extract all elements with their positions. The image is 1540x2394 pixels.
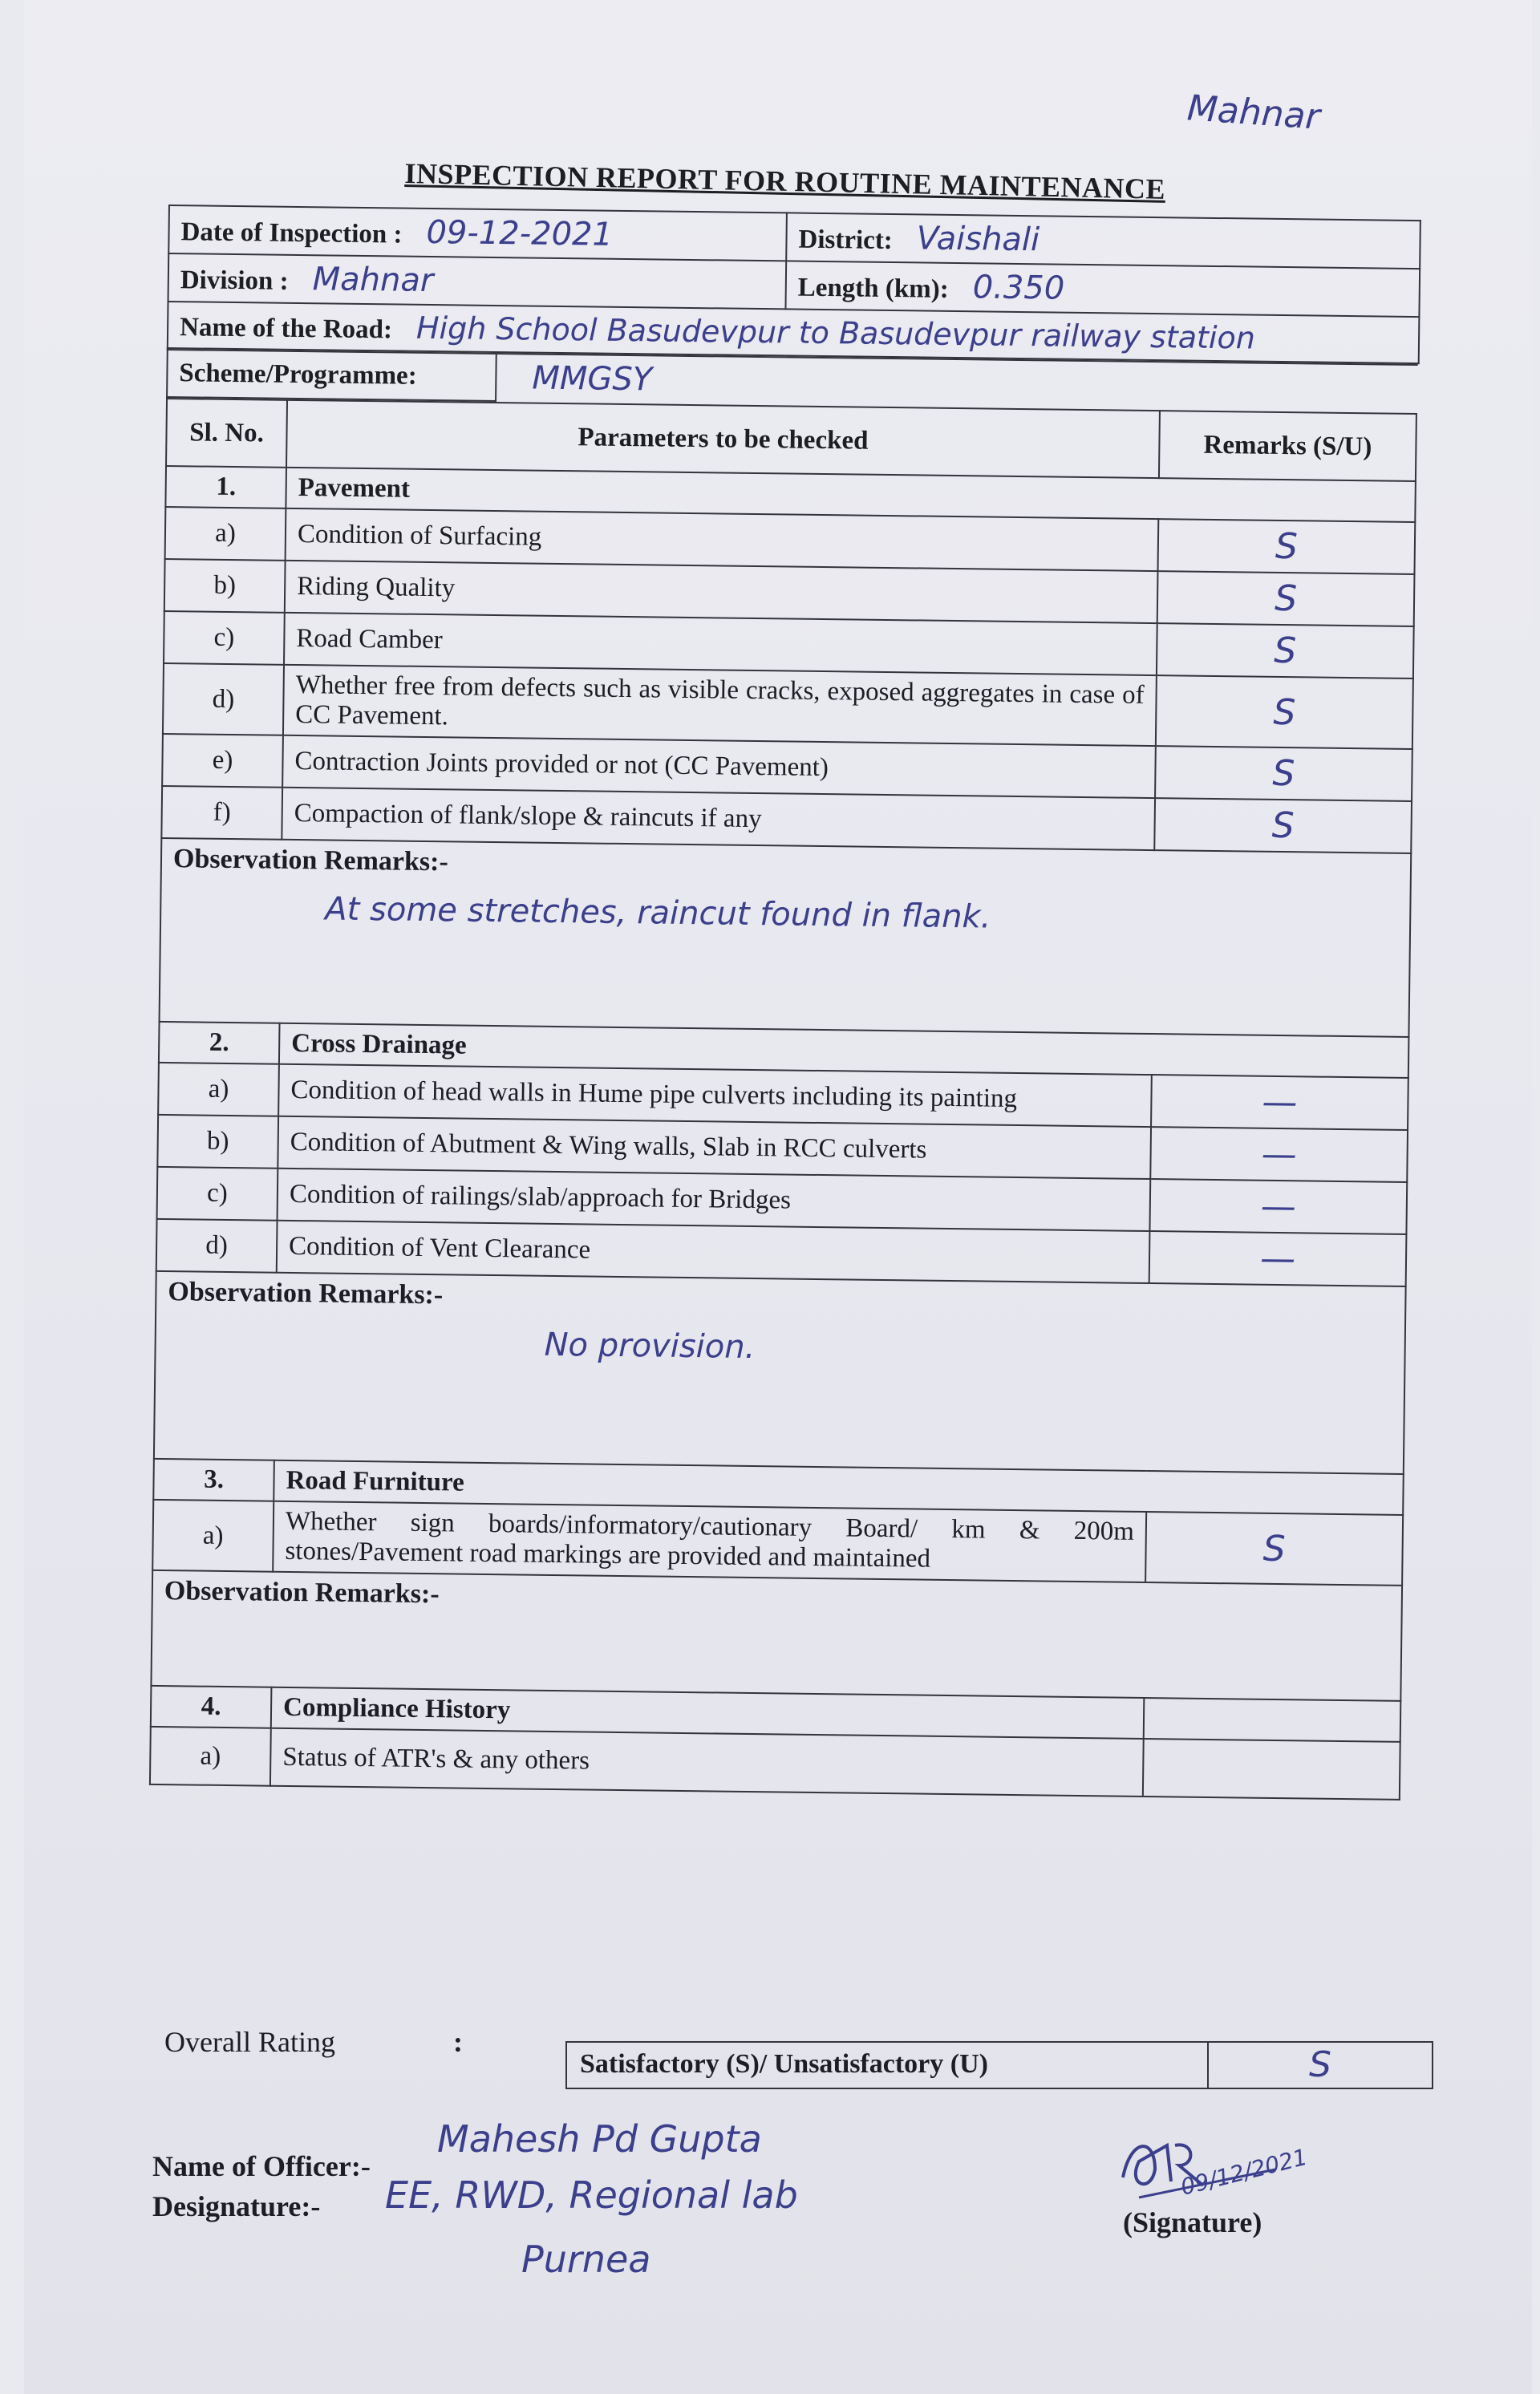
division-label: Division : <box>180 265 289 296</box>
row-parameter: Whether sign boards/informatory/cautionary Board/ km & 200m stones/Pavement road markings are provided and maintained <box>273 1501 1146 1582</box>
overall-rating <box>164 2025 1432 2089</box>
district-value: Vaishali <box>916 220 1040 259</box>
row-sl: a) <box>150 1727 271 1786</box>
section-title: Cross Drainage <box>279 1023 1409 1078</box>
row-parameter: Whether free from defects such as visible cracks, exposed aggregates in case of CC Pavement. <box>283 665 1157 746</box>
inspection-form <box>149 205 1420 1801</box>
date-label: Date of Inspection : <box>180 217 403 249</box>
observation-label: Observation Remarks:- <box>168 1277 444 1310</box>
section-number: 1. <box>165 466 286 508</box>
row-parameter: Condition of Abutment & Wing walls, Slab in RCC culverts <box>278 1116 1151 1179</box>
observation-row <box>151 1570 1402 1701</box>
road-value: High School Basudevpur to Basudevpur railway station <box>415 310 1256 356</box>
observation-label: Observation Remarks:- <box>172 844 449 877</box>
observation-text: At some stretches, raincut found in flank. <box>325 890 991 936</box>
observation-row <box>160 838 1412 1037</box>
overall-rating-box-label: Satisfactory (S)/ Unsatisfactory (U) <box>567 2043 1209 2088</box>
section-title: Compliance History <box>271 1687 1145 1739</box>
row-remark: S <box>1154 798 1412 853</box>
row-sl: b) <box>157 1115 278 1169</box>
row-remark: — <box>1151 1075 1408 1130</box>
row-remark: S <box>1157 571 1415 626</box>
row-sl: b) <box>164 559 286 613</box>
col-params: Parameters to be checked <box>286 400 1160 478</box>
officer-designation-value: EE, RWD, Regional lab <box>385 2173 798 2217</box>
signature-label: (Signature) <box>1123 2206 1262 2238</box>
row-parameter: Compaction of flank/slope & raincuts if any <box>282 788 1155 850</box>
row-parameter: Condition of Vent Clearance <box>277 1221 1150 1283</box>
observation-cell <box>154 1271 1406 1474</box>
row-remark: — <box>1149 1179 1407 1234</box>
row-sl: d) <box>163 663 284 735</box>
length-label: Length (km): <box>797 273 949 304</box>
row-parameter: Road Camber <box>284 613 1157 675</box>
length-value: 0.350 <box>972 269 1065 307</box>
row-sl: c) <box>164 611 285 665</box>
section-number: 3. <box>153 1459 274 1501</box>
section-title: Pavement <box>286 468 1416 522</box>
row-sl: a) <box>158 1063 279 1116</box>
section-number: 2. <box>159 1022 280 1064</box>
row-remark: S <box>1145 1512 1403 1586</box>
row-parameter: Condition of Surfacing <box>286 508 1159 571</box>
report-title: INSPECTION REPORT FOR ROUTINE MAINTENANCE <box>404 156 1166 205</box>
overall-rating-value: S <box>1309 2044 1331 2085</box>
district-cell <box>786 213 1420 269</box>
observation-cell <box>151 1570 1402 1701</box>
corner-note: Mahnar <box>1185 87 1322 138</box>
overall-rating-box <box>565 2041 1433 2089</box>
row-remark: S <box>1155 746 1412 801</box>
overall-rating-colon: : <box>453 2026 463 2058</box>
officer-designation-value-line2: Purnea <box>521 2238 651 2281</box>
row-remark: S <box>1157 623 1414 679</box>
scheme-value: MMGSY <box>532 359 653 399</box>
length-cell <box>785 261 1420 317</box>
row-sl: a) <box>165 507 286 561</box>
date-value: 09-12-2021 <box>426 213 614 253</box>
observation-row <box>154 1271 1406 1474</box>
division-cell <box>168 253 787 309</box>
col-sl: Sl. No. <box>166 399 287 468</box>
officer-name-label: Name of Officer:- <box>152 2150 371 2182</box>
row-sl: c) <box>157 1167 278 1221</box>
row-sl: a) <box>152 1500 274 1572</box>
row-parameter: Status of ATR's & any others <box>270 1728 1144 1797</box>
row-remark: — <box>1149 1231 1407 1286</box>
officer-name-value: Mahesh Pd Gupta <box>437 2117 762 2161</box>
section-title: Road Furniture <box>274 1460 1404 1515</box>
row-remark <box>1143 1739 1400 1800</box>
signature-date: 09/12/2021 <box>1177 2143 1311 2201</box>
section-remark-blank <box>1144 1698 1401 1742</box>
observation-text <box>316 1622 1389 1635</box>
row-sl: e) <box>162 734 283 788</box>
officer-designation-label: Designature:- <box>152 2190 321 2222</box>
row-parameter: Condition of railings/slab/approach for Bridges <box>278 1169 1151 1231</box>
scheme-label: Scheme/Programme: <box>167 350 496 401</box>
observation-label: Observation Remarks:- <box>164 1576 440 1610</box>
row-parameter: Riding Quality <box>285 561 1158 623</box>
observation-text: No provision. <box>544 1326 756 1367</box>
road-label: Name of the Road: <box>179 313 393 345</box>
col-remarks: Remarks (S/U) <box>1159 411 1416 481</box>
row-parameter: Condition of head walls in Hume pipe culverts including its painting <box>278 1064 1152 1127</box>
parameters-table <box>149 398 1417 1801</box>
row-remark: S <box>1156 675 1413 749</box>
date-cell <box>168 205 787 261</box>
row-remark: — <box>1150 1127 1408 1182</box>
officer-block <box>152 2117 1195 2294</box>
overall-rating-label: Overall Rating <box>164 2026 335 2058</box>
row-parameter: Contraction Joints provided or not (CC Pavement) <box>282 735 1156 798</box>
row-remark: S <box>1158 519 1416 574</box>
division-value: Mahnar <box>312 261 434 300</box>
section-number: 4. <box>151 1686 272 1728</box>
header-table <box>167 205 1421 364</box>
row-sl: f) <box>161 786 282 840</box>
row-sl: d) <box>156 1219 278 1273</box>
observation-cell <box>160 838 1412 1037</box>
district-label: District: <box>798 225 894 256</box>
